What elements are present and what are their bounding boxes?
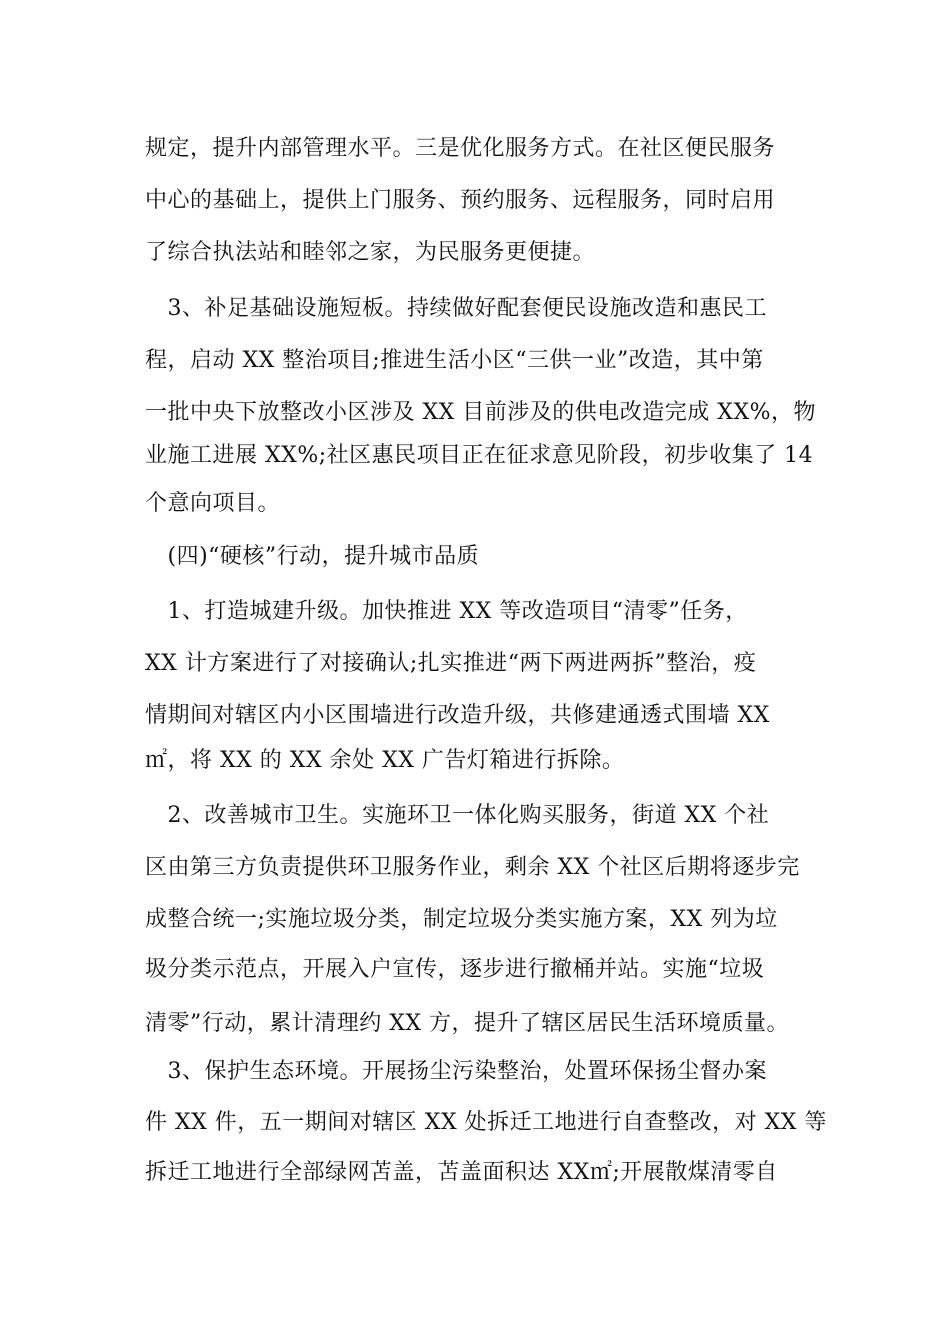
text-line: 中心的基础上，提供上门服务、预约服务、远程服务，同时启用 bbox=[145, 188, 776, 213]
text-line: 3、补足基础设施短板。持续做好配套便民设施改造和惠民工 bbox=[145, 296, 767, 321]
text-line: 拆迁工地进行全部绿网苫盖，苫盖面积达 XX㎡;开展散煤清零自 bbox=[145, 1160, 778, 1185]
text-line: 个意向项目。 bbox=[145, 491, 281, 516]
text-line: 情期间对辖区内小区围墙进行改造升级，共修建通透式围墙 XX bbox=[145, 703, 770, 728]
text-line: 成整合统一;实施垃圾分类，制定垃圾分类实施方案，XX 列为垃 bbox=[145, 907, 778, 932]
text-line: 了综合执法站和睦邻之家，为民服务更便捷。 bbox=[145, 240, 596, 265]
text-line: 程，启动 XX 整治项目;推进生活小区“三供一业”改造，其中第 bbox=[145, 348, 764, 373]
text-line: 一批中央下放整改小区涉及 XX 目前涉及的供电改造完成 XX%，物 bbox=[145, 400, 817, 425]
text-line: 圾分类示范点，开展入户宣传，逐步进行撤桶并站。实施“垃圾 bbox=[145, 957, 765, 982]
text-line: XX 计方案进行了对接确认;扎实推进“两下两进两拆”整治，疫 bbox=[145, 651, 757, 676]
text-line: 规定，提升内部管理水平。三是优化服务方式。在社区便民服务 bbox=[145, 136, 776, 161]
text-line: 件 XX 件，五一期间对辖区 XX 处拆迁工地进行自查整改，对 XX 等 bbox=[145, 1110, 827, 1135]
text-line: 3、保护生态环境。开展扬尘污染整治，处置环保扬尘督办案 bbox=[145, 1059, 767, 1084]
text-line: 业施工进展 XX%;社区惠民项目正在征求意见阶段，初步收集了 14 bbox=[145, 443, 814, 468]
text-line: 2、改善城市卫生。实施环卫一体化购买服务，街道 XX 个社 bbox=[145, 803, 770, 828]
text-line: ㎡，将 XX 的 XX 余处 XX 广告灯箱进行拆除。 bbox=[145, 748, 625, 773]
text-line: 清零”行动，累计清理约 XX 方，提升了辖区居民生活环境质量。 bbox=[145, 1011, 790, 1036]
text-line: 区由第三方负责提供环卫服务作业，剩余 XX 个社区后期将逐步完 bbox=[145, 855, 800, 880]
section-heading: (四)“硬核”行动，提升城市品质 bbox=[145, 544, 480, 569]
text-line: 1、打造城建升级。加快推进 XX 等改造项目“清零”任务， bbox=[145, 599, 748, 624]
